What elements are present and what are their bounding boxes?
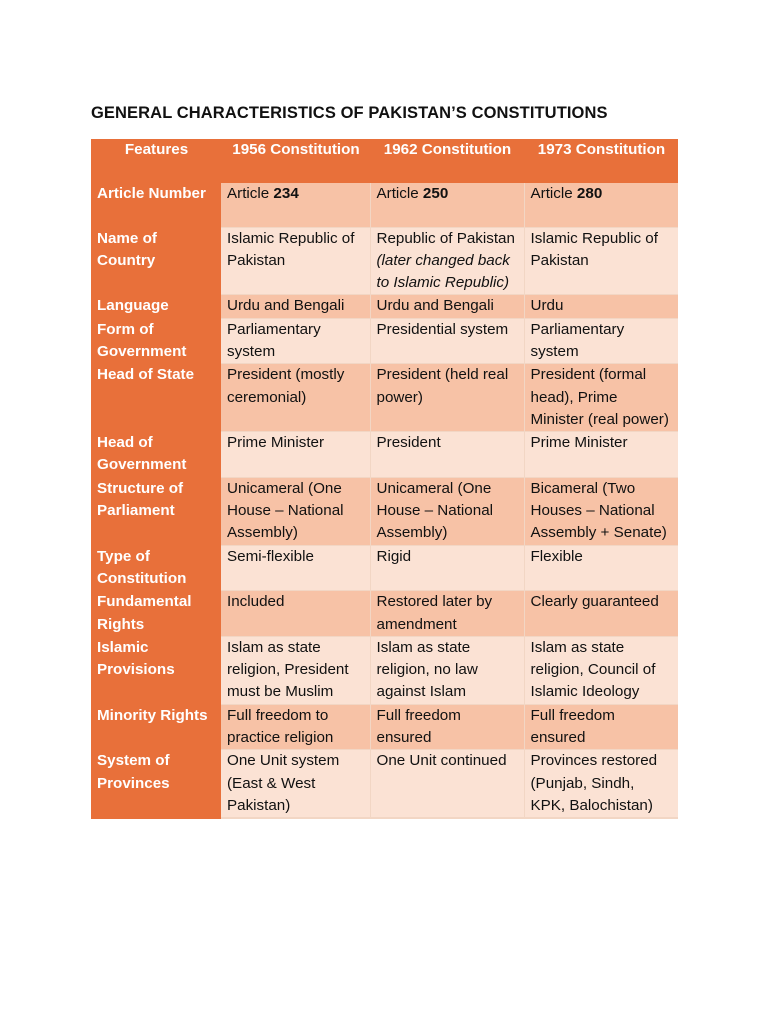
table-cell: Islamic Republic of Pakistan: [221, 227, 370, 295]
table-row: [91, 318, 678, 364]
table-cell: Flexible: [524, 545, 678, 591]
header-features: Features: [91, 139, 221, 183]
table-cell: [221, 183, 370, 227]
row-label: Islamic Provisions: [91, 636, 221, 704]
table-row: [91, 295, 678, 318]
table-cell: One Unit continued: [370, 750, 524, 818]
table-cell: [370, 227, 524, 295]
table-cell: President (held real power): [370, 364, 524, 432]
table-cell: Rigid: [370, 545, 524, 591]
row-label: Type of Constitution: [91, 545, 221, 591]
table-cell: [370, 818, 524, 819]
header-1962: 1962 Constitution: [370, 139, 524, 183]
table-cell: Full freedom to practice religion: [221, 704, 370, 750]
table-cell: Restored later by amendment: [370, 591, 524, 637]
table-cell: Prime Minister: [524, 432, 678, 478]
table-cell: Urdu: [524, 295, 678, 318]
table-row: [91, 477, 678, 545]
table-row: [91, 183, 678, 227]
row-label: Head of Government: [91, 432, 221, 478]
article-prefix: Article: [227, 185, 274, 202]
table-cell: Parliamentary system: [524, 318, 678, 364]
table-row: [91, 364, 678, 432]
article-prefix: Article: [376, 185, 423, 202]
table-cell: Bicameral (Two Houses – National Assembly + Senate): [524, 477, 678, 545]
row-label: [91, 818, 221, 819]
table-row: [91, 432, 678, 478]
table-cell: Islamic Republic of Pakistan: [524, 227, 678, 295]
row-label: Minority Rights: [91, 704, 221, 750]
article-number: 280: [576, 185, 603, 202]
country-name-note: (later changed back to Islamic Republic): [376, 251, 510, 292]
row-label: Form of Government: [91, 318, 221, 364]
table-cell: Urdu and Bengali: [221, 295, 370, 318]
row-label: Fundamental Rights: [91, 591, 221, 637]
table-cell: President (mostly ceremonial): [221, 364, 370, 432]
table-cell: [221, 818, 370, 819]
table-cell: Provinces restored (Punjab, Sindh, KPK, Balochistan): [524, 750, 678, 818]
table-cell: Full freedom ensured: [524, 704, 678, 750]
article-number: 250: [422, 185, 449, 202]
table-cell: Unicameral (One House – National Assembly): [221, 477, 370, 545]
table-row: [91, 750, 678, 818]
table-cell: [370, 183, 524, 227]
row-label: Language: [91, 295, 221, 318]
header-1973: 1973 Constitution: [524, 139, 678, 183]
article-prefix: Article: [530, 185, 577, 202]
article-number: 234: [273, 185, 299, 202]
table-row: [91, 591, 678, 637]
table-row: [91, 545, 678, 591]
table-cell: [524, 183, 678, 227]
table-cell: One Unit system (East & West Pakistan): [221, 750, 370, 818]
row-label: Article Number: [91, 183, 221, 227]
table-cell: Full freedom ensured: [370, 704, 524, 750]
country-name-text: Republic of Pakistan: [376, 229, 515, 247]
table-cell: President: [370, 432, 524, 478]
table-row: [91, 704, 678, 750]
table-cell: Included: [221, 591, 370, 637]
header-1956: 1956 Constitution: [221, 139, 370, 183]
table-cell: Unicameral (One House – National Assembly): [370, 477, 524, 545]
table-row: [91, 227, 678, 295]
table-cell: [524, 818, 678, 819]
table-row: [91, 818, 678, 819]
table-header-row: [91, 139, 678, 183]
table-cell: Islam as state religion, no law against Islam: [370, 636, 524, 704]
row-label: Name of Country: [91, 227, 221, 295]
table-cell: Clearly guaranteed: [524, 591, 678, 637]
table-cell: Prime Minister: [221, 432, 370, 478]
table-cell: Islam as state religion, President must be Muslim: [221, 636, 370, 704]
document-title: GENERAL CHARACTERISTICS OF PAKISTAN’S CONSTITUTIONS: [91, 104, 608, 122]
table-cell: Semi-flexible: [221, 545, 370, 591]
row-label: System of Provinces: [91, 750, 221, 818]
table-cell: Parliamentary system: [221, 318, 370, 364]
table-cell: President (formal head), Prime Minister (real power): [524, 364, 678, 432]
table-cell: Islam as state religion, Council of Islamic Ideology: [524, 636, 678, 704]
table-cell: Presidential system: [370, 318, 524, 364]
table-cell: Urdu and Bengali: [370, 295, 524, 318]
row-label: Head of State: [91, 364, 221, 432]
constitutions-table: [91, 139, 678, 819]
row-label: Structure of Parliament: [91, 477, 221, 545]
table-row: [91, 636, 678, 704]
